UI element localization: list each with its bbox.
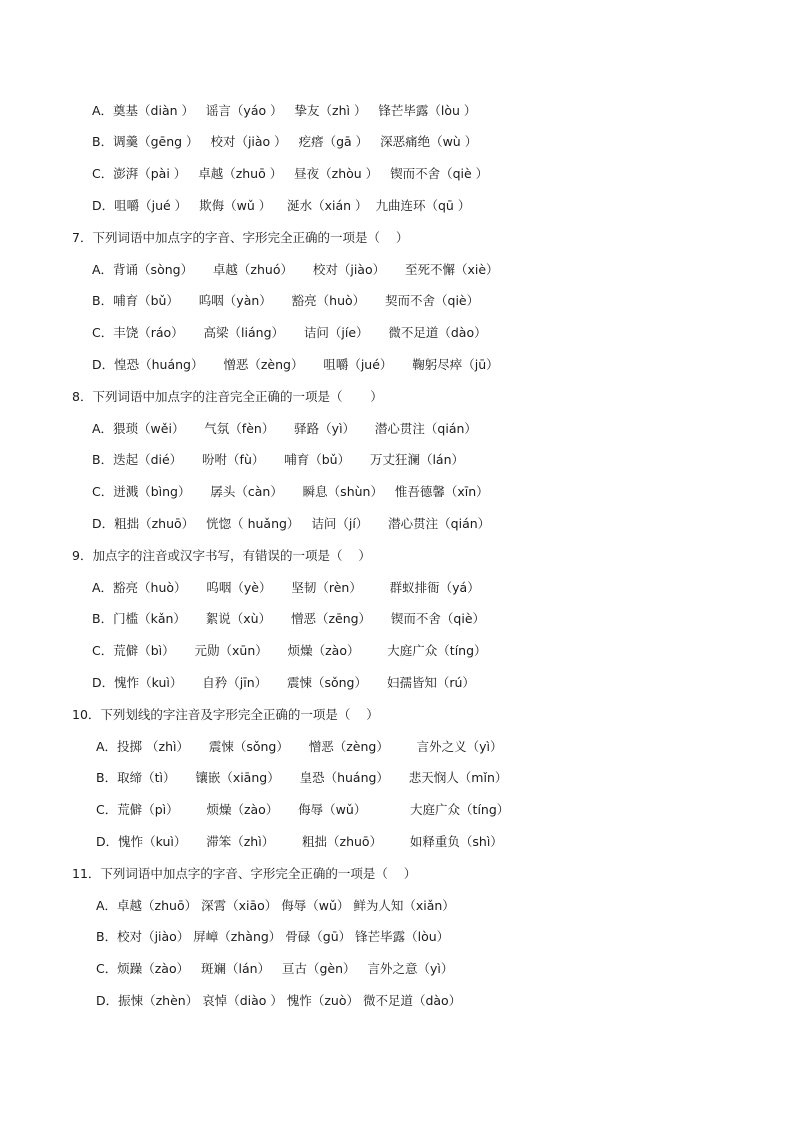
question-11-stem: 11．下列词语中加点字的字音、字形完全正确的一项是（ ） (72, 866, 417, 881)
question-9-option-c: C．荒僻（bì） 元勋（xūn） 烦燥（zào） 大庭广众（tíng） (92, 643, 487, 658)
question-11-option-d: D．振悚（zhèn） 哀悼（diào ） 愧怍（zuò） 微不足道（dào） (96, 993, 462, 1008)
prev-option-c: C．澎湃（pài ） 卓越（zhuō ） 昼夜（zhòu ） 锲而不舍（qiè ） (92, 166, 489, 181)
question-8-option-a: A．猥琐（wěi） 气氛（fèn） 驿路（yì） 潜心贯注（qián） (92, 421, 477, 436)
question-9-stem: 9．加点字的注音或汉字书写，有错误的一项是（ ） (72, 548, 371, 563)
question-7-option-a: A．背诵（sòng） 卓越（zhuó） 校对（jiào） 至死不懈（xiè） (92, 262, 499, 277)
prev-option-d: D．咀嚼（jué ） 欺侮（wǔ ） 涎水（xián ） 九曲连环（qū ） (92, 198, 471, 213)
question-8-option-b: B．迭起（dié） 吩咐（fù） 哺育（bǔ） 万丈狂澜（lán） (92, 452, 465, 467)
question-11-option-b: B．校对（jiào） 屏嶂（zhàng） 骨碌（gū） 锋芒毕露（lòu） (96, 929, 450, 944)
prev-option-b: B．调羹（gēng ） 校对（jiào ） 疙瘩（gā ） 深恶痛绝（wù ） (92, 134, 478, 149)
question-8-stem: 8．下列词语中加点字的注音完全正确的一项是（ ） (72, 389, 383, 404)
question-7-option-c: C．丰饶（ráo） 高梁（liáng） 诘问（jíe） 微不足道（dào） (92, 325, 487, 340)
question-10-option-b: B．取缔（tì） 镶嵌（xiāng） 皇恐（huáng） 悲天悯人（mǐn） (96, 770, 508, 785)
question-8-option-c: C．迸溅（bìng） 孱头（càn） 瞬息（shùn） 惟吾德馨（xīn） (92, 484, 489, 499)
question-9-option-d: D．愧怍（kuì） 自矜（jīn） 震悚（sǒng） 妇孺皆知（rú） (92, 675, 475, 690)
question-10-option-a: A．投掷 （zhì） 震悚（sǒng） 憎恶（zèng） 言外之义（yì） (96, 739, 503, 754)
prev-option-a: A．奠基（diàn ） 谣言（yáo ） 挚友（zhì ） 锋芒毕露（lòu ） (92, 103, 477, 118)
question-9-option-b: B．门槛（kǎn） 絮说（xù） 憎恶（zēng） 锲而不舍（qiè） (92, 611, 486, 626)
question-11-option-a: A．卓越（zhuō） 深霄（xiāo） 侮辱（wǔ） 鲜为人知（xiǎn） (96, 898, 455, 913)
question-8-option-d: D．粗拙（zhuō） 恍惚（ huǎng） 诘问（jí） 潜心贯注（qián） (92, 516, 491, 531)
question-9-option-a: A．豁亮（huò） 呜咽（yè） 坚韧（rèn） 群蚁排衙（yá） (92, 580, 480, 595)
question-7-option-b: B．哺育（bǔ） 呜咽（yàn） 豁亮（huò） 契而不舍（qiè） (92, 293, 480, 308)
question-7-option-d: D．惶恐（huáng） 憎恶（zèng） 咀嚼（jué） 鞠躬尽瘁（jū） (92, 357, 499, 372)
question-10-option-c: C．荒僻（pì） 烦燥（zào） 侮辱（wǔ） 大庭广众（tíng） (96, 802, 510, 817)
question-10-stem: 10．下列划线的字注音及字形完全正确的一项是（ ） (72, 707, 379, 722)
question-11-option-c: C．烦躁（zào） 斑斓（lán） 亘古（gèn） 言外之意（yì） (96, 961, 454, 976)
question-7-stem: 7．下列词语中加点字的字音、字形完全正确的一项是（ ） (72, 230, 409, 245)
question-10-option-d: D．愧怍（kuì） 滞笨（zhì） 粗拙（zhuō） 如释重负（shì） (96, 834, 503, 849)
